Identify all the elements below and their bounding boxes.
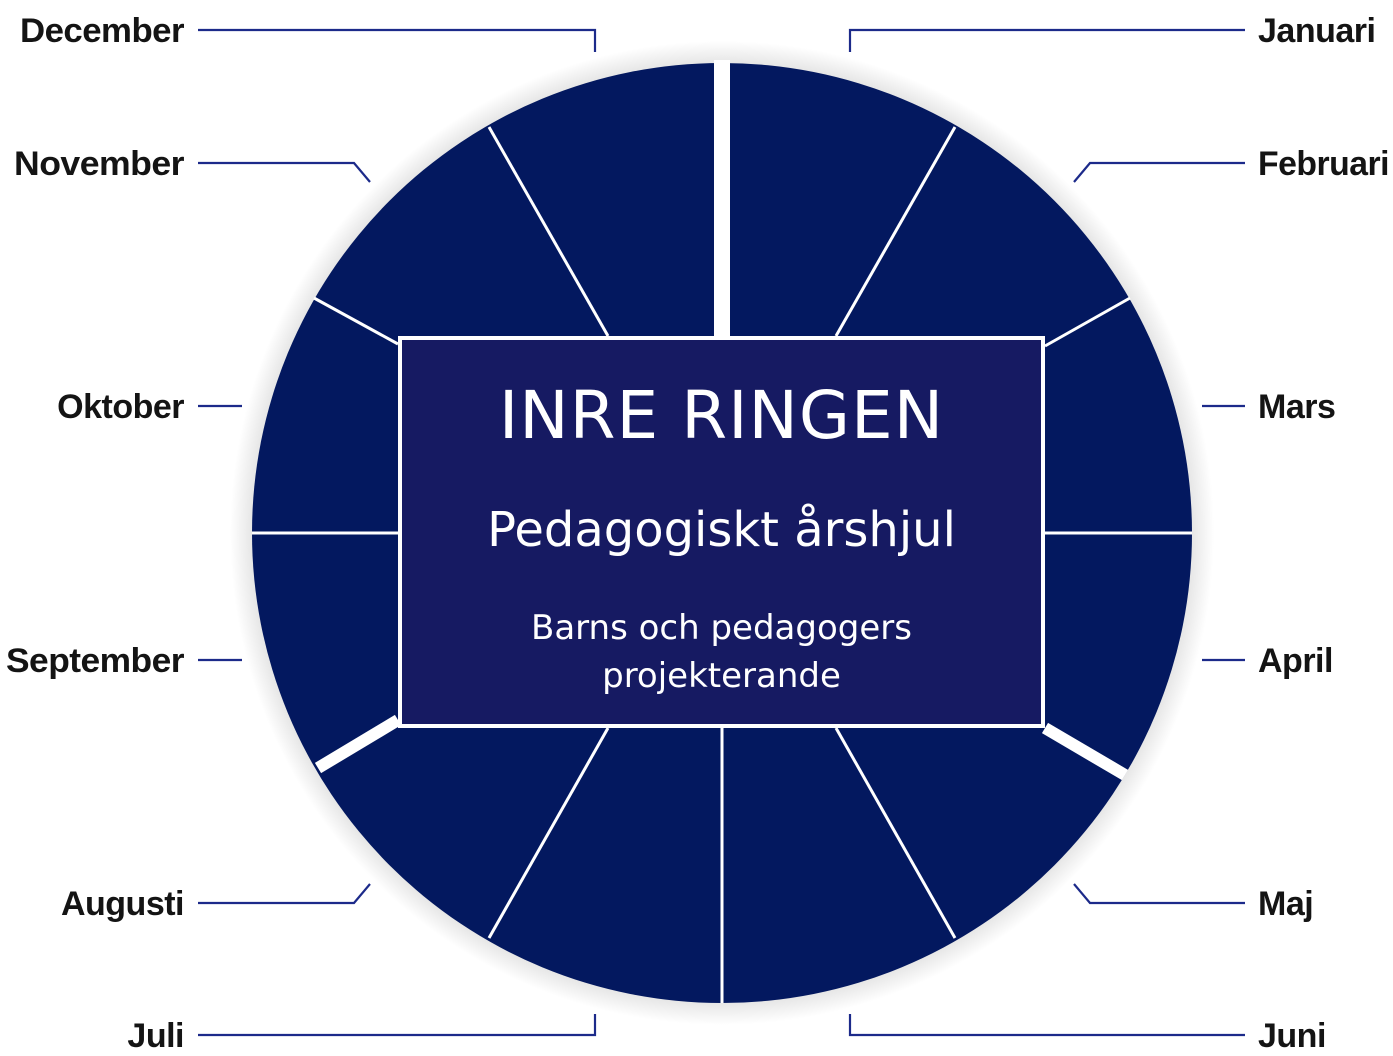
month-label-juli: Juli — [127, 1017, 184, 1055]
month-label-januari: Januari — [1258, 12, 1376, 50]
month-label-mars: Mars — [1258, 388, 1336, 426]
center-subtitle: Pedagogiskt årshjul — [487, 502, 956, 558]
month-label-maj: Maj — [1258, 885, 1314, 923]
month-label-februari: Februari — [1258, 145, 1389, 183]
leader-augusti — [198, 884, 370, 903]
leader-november — [198, 163, 370, 182]
leader-december — [198, 30, 595, 52]
month-label-oktober: Oktober — [57, 388, 184, 426]
center-description: Barns och pedagogers projekterande — [531, 608, 912, 696]
leader-februari — [1074, 163, 1245, 182]
center-title: INRE RINGEN — [498, 377, 945, 454]
leader-juni — [850, 1014, 1245, 1035]
leader-januari — [850, 30, 1245, 52]
month-label-augusti: Augusti — [60, 885, 184, 923]
leader-maj — [1074, 884, 1245, 903]
month-label-december: December — [20, 12, 185, 50]
month-label-november: November — [14, 145, 185, 183]
month-label-juni: Juni — [1258, 1017, 1326, 1055]
center-panel — [398, 336, 1045, 728]
leader-juli — [198, 1014, 595, 1035]
month-label-september: September — [6, 642, 185, 680]
month-label-april: April — [1258, 642, 1333, 680]
